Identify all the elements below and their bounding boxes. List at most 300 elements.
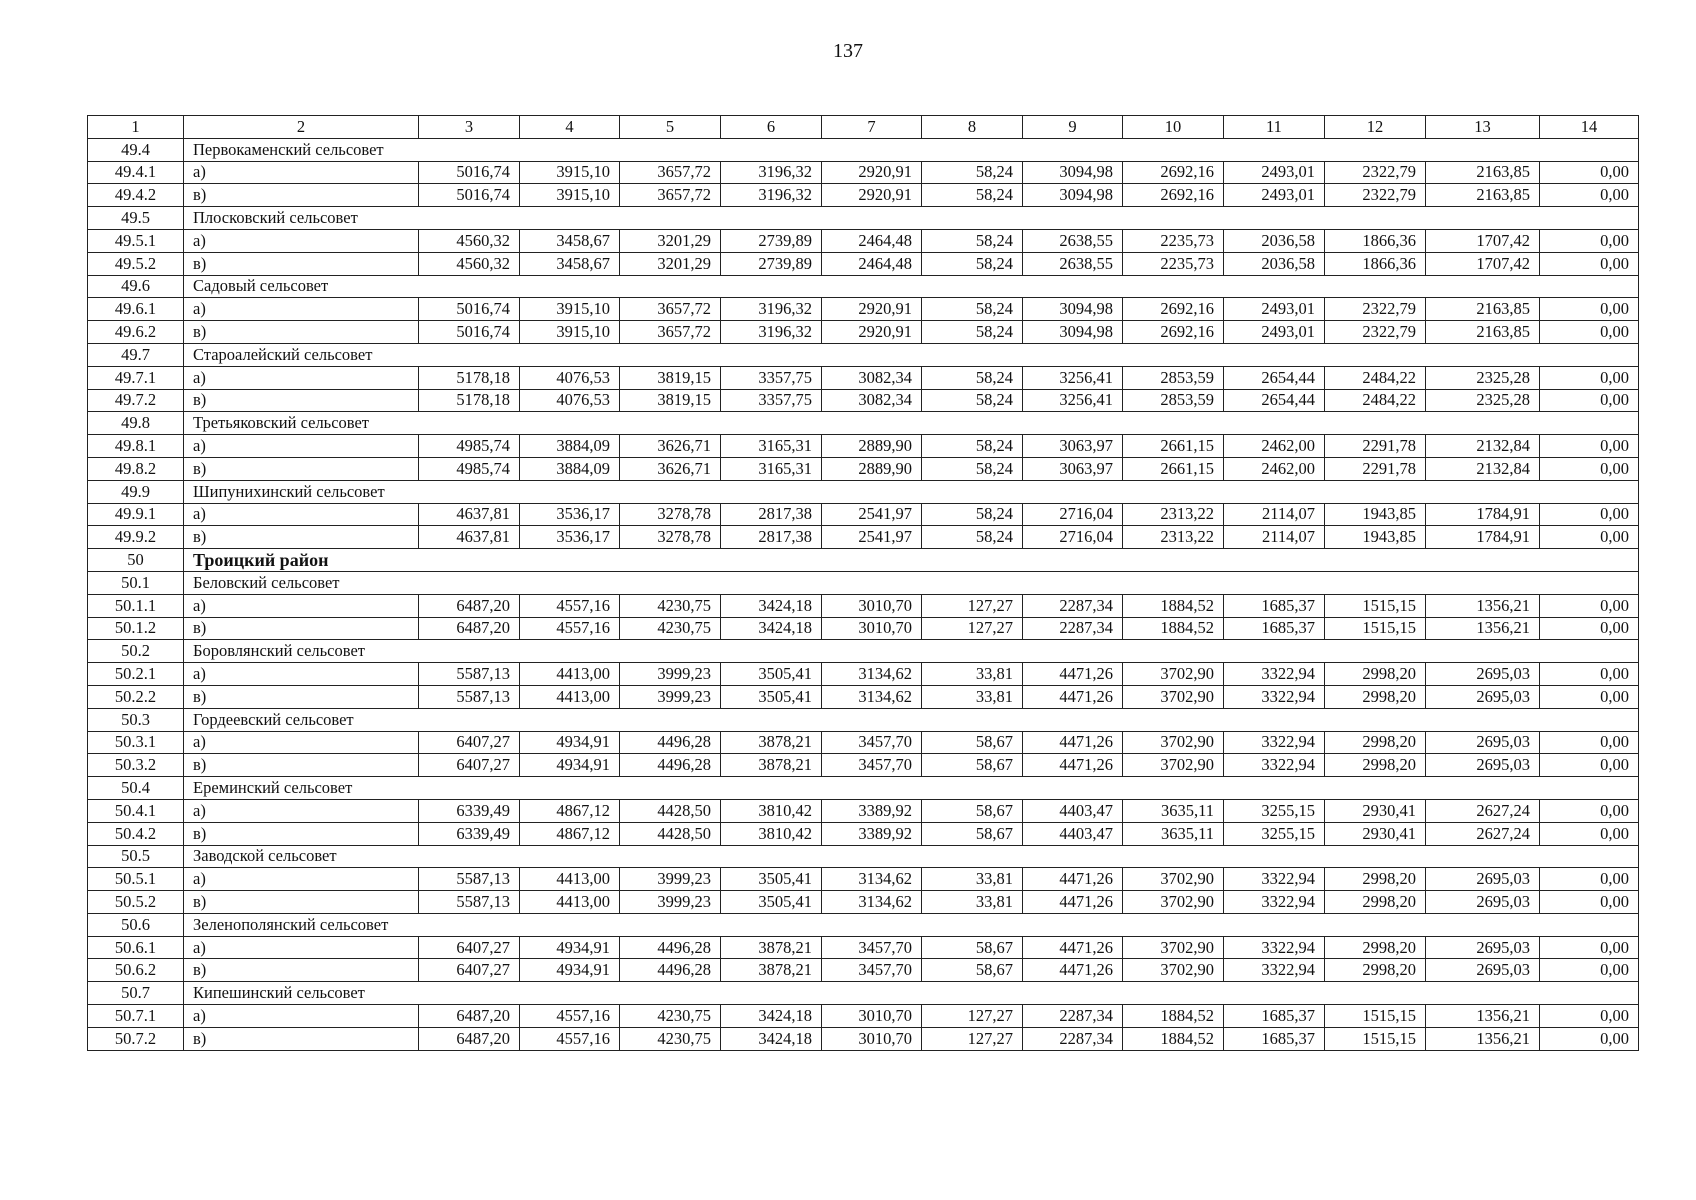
value-cell: 0,00	[1540, 754, 1639, 777]
value-cell: 58,24	[922, 503, 1023, 526]
section-title: Третьяковский сельсовет	[184, 412, 1639, 435]
value-cell: 58,24	[922, 252, 1023, 275]
table-row	[88, 799, 1639, 822]
value-cell: 3819,15	[620, 366, 721, 389]
column-header: 6	[721, 116, 822, 139]
value-cell: 2638,55	[1023, 252, 1123, 275]
row-label: а)	[184, 936, 419, 959]
value-cell: 2716,04	[1023, 503, 1123, 526]
column-header: 13	[1426, 116, 1540, 139]
value-cell: 2322,79	[1325, 298, 1426, 321]
value-cell: 3424,18	[721, 1027, 822, 1050]
section-number: 50.2	[88, 640, 184, 663]
section-header-row	[88, 845, 1639, 868]
value-cell: 2920,91	[822, 321, 922, 344]
value-cell: 3878,21	[721, 936, 822, 959]
value-cell: 2325,28	[1426, 389, 1540, 412]
value-cell: 3322,94	[1224, 685, 1325, 708]
row-number: 50.7.1	[88, 1005, 184, 1028]
value-cell: 5587,13	[419, 663, 520, 686]
table-row	[88, 252, 1639, 275]
value-cell: 4557,16	[520, 1027, 620, 1050]
value-cell: 2695,03	[1426, 891, 1540, 914]
row-number: 49.7.2	[88, 389, 184, 412]
row-label: в)	[184, 891, 419, 914]
table-row	[88, 685, 1639, 708]
value-cell: 1356,21	[1426, 1027, 1540, 1050]
value-cell: 2739,89	[721, 252, 822, 275]
value-cell: 58,67	[922, 822, 1023, 845]
row-number: 49.6.2	[88, 321, 184, 344]
value-cell: 3010,70	[822, 617, 922, 640]
row-label: в)	[184, 959, 419, 982]
value-cell: 2998,20	[1325, 685, 1426, 708]
value-cell: 3657,72	[620, 298, 721, 321]
value-cell: 2325,28	[1426, 366, 1540, 389]
value-cell: 3322,94	[1224, 663, 1325, 686]
section-title: Заводской сельсовет	[184, 845, 1639, 868]
value-cell: 4076,53	[520, 366, 620, 389]
value-cell: 2817,38	[721, 503, 822, 526]
value-cell: 3424,18	[721, 594, 822, 617]
value-cell: 6407,27	[419, 754, 520, 777]
value-cell: 4557,16	[520, 617, 620, 640]
value-cell: 1784,91	[1426, 526, 1540, 549]
row-number: 50.5.1	[88, 868, 184, 891]
value-cell: 58,67	[922, 731, 1023, 754]
value-cell: 2036,58	[1224, 229, 1325, 252]
value-cell: 5587,13	[419, 891, 520, 914]
value-cell: 1707,42	[1426, 229, 1540, 252]
value-cell: 4471,26	[1023, 936, 1123, 959]
section-title: Гордеевский сельсовет	[184, 708, 1639, 731]
value-cell: 1884,52	[1123, 1005, 1224, 1028]
value-cell: 6339,49	[419, 822, 520, 845]
value-cell: 1515,15	[1325, 594, 1426, 617]
value-cell: 2163,85	[1426, 161, 1540, 184]
row-label: а)	[184, 503, 419, 526]
value-cell: 5178,18	[419, 366, 520, 389]
table-row	[88, 891, 1639, 914]
value-cell: 0,00	[1540, 663, 1639, 686]
value-cell: 33,81	[922, 663, 1023, 686]
value-cell: 0,00	[1540, 252, 1639, 275]
value-cell: 4560,32	[419, 229, 520, 252]
value-cell: 2627,24	[1426, 799, 1540, 822]
value-cell: 3322,94	[1224, 891, 1325, 914]
column-header: 14	[1540, 116, 1639, 139]
row-label: в)	[184, 252, 419, 275]
row-label: в)	[184, 1027, 419, 1050]
value-cell: 127,27	[922, 617, 1023, 640]
value-cell: 3063,97	[1023, 435, 1123, 458]
value-cell: 2313,22	[1123, 526, 1224, 549]
row-label: а)	[184, 229, 419, 252]
value-cell: 127,27	[922, 594, 1023, 617]
value-cell: 3322,94	[1224, 936, 1325, 959]
value-cell: 1356,21	[1426, 617, 1540, 640]
row-number: 50.2.1	[88, 663, 184, 686]
section-number: 49.5	[88, 207, 184, 230]
value-cell: 6487,20	[419, 594, 520, 617]
value-cell: 3999,23	[620, 685, 721, 708]
section-header-row	[88, 777, 1639, 800]
value-cell: 2541,97	[822, 526, 922, 549]
column-header: 9	[1023, 116, 1123, 139]
value-cell: 3134,62	[822, 868, 922, 891]
section-number: 49.8	[88, 412, 184, 435]
value-cell: 1685,37	[1224, 1027, 1325, 1050]
value-cell: 2998,20	[1325, 731, 1426, 754]
value-cell: 4496,28	[620, 731, 721, 754]
value-cell: 4637,81	[419, 526, 520, 549]
value-cell: 3389,92	[822, 822, 922, 845]
section-header-row	[88, 207, 1639, 230]
value-cell: 3082,34	[822, 366, 922, 389]
row-label: в)	[184, 754, 419, 777]
value-cell: 2654,44	[1224, 389, 1325, 412]
value-cell: 2313,22	[1123, 503, 1224, 526]
value-cell: 2998,20	[1325, 868, 1426, 891]
value-cell: 3389,92	[822, 799, 922, 822]
table-row	[88, 526, 1639, 549]
value-cell: 2695,03	[1426, 868, 1540, 891]
section-number: 50.3	[88, 708, 184, 731]
row-label: в)	[184, 389, 419, 412]
value-cell: 2322,79	[1325, 161, 1426, 184]
value-cell: 3256,41	[1023, 366, 1123, 389]
value-cell: 4496,28	[620, 936, 721, 959]
value-cell: 4413,00	[520, 663, 620, 686]
value-cell: 4471,26	[1023, 959, 1123, 982]
value-cell: 2541,97	[822, 503, 922, 526]
section-header-row	[88, 982, 1639, 1005]
value-cell: 2920,91	[822, 298, 922, 321]
value-cell: 3626,71	[620, 457, 721, 480]
value-cell: 3255,15	[1224, 822, 1325, 845]
value-cell: 2322,79	[1325, 321, 1426, 344]
value-cell: 3999,23	[620, 868, 721, 891]
district-header-row	[88, 549, 1639, 572]
value-cell: 1866,36	[1325, 252, 1426, 275]
row-number: 50.1.1	[88, 594, 184, 617]
row-number: 50.3.1	[88, 731, 184, 754]
value-cell: 127,27	[922, 1005, 1023, 1028]
value-cell: 5587,13	[419, 685, 520, 708]
value-cell: 3010,70	[822, 594, 922, 617]
table-row	[88, 959, 1639, 982]
value-cell: 1707,42	[1426, 252, 1540, 275]
column-header: 11	[1224, 116, 1325, 139]
row-label: а)	[184, 435, 419, 458]
row-label: а)	[184, 1005, 419, 1028]
value-cell: 2661,15	[1123, 457, 1224, 480]
value-cell: 58,67	[922, 799, 1023, 822]
value-cell: 4867,12	[520, 822, 620, 845]
row-number: 50.2.2	[88, 685, 184, 708]
table-row	[88, 435, 1639, 458]
value-cell: 2692,16	[1123, 184, 1224, 207]
value-cell: 3196,32	[721, 184, 822, 207]
row-number: 49.4.2	[88, 184, 184, 207]
value-cell: 5178,18	[419, 389, 520, 412]
district-title: Троицкий район	[184, 549, 1639, 572]
column-header: 5	[620, 116, 721, 139]
value-cell: 2036,58	[1224, 252, 1325, 275]
table-row	[88, 457, 1639, 480]
section-title: Садовый сельсовет	[184, 275, 1639, 298]
value-cell: 2661,15	[1123, 435, 1224, 458]
value-cell: 4934,91	[520, 754, 620, 777]
table-row	[88, 503, 1639, 526]
value-cell: 3196,32	[721, 161, 822, 184]
value-cell: 3082,34	[822, 389, 922, 412]
value-cell: 3657,72	[620, 321, 721, 344]
value-cell: 3322,94	[1224, 959, 1325, 982]
value-cell: 3626,71	[620, 435, 721, 458]
value-cell: 3884,09	[520, 435, 620, 458]
value-cell: 2638,55	[1023, 229, 1123, 252]
value-cell: 2998,20	[1325, 891, 1426, 914]
value-cell: 3010,70	[822, 1027, 922, 1050]
column-header: 4	[520, 116, 620, 139]
value-cell: 4496,28	[620, 959, 721, 982]
value-cell: 0,00	[1540, 503, 1639, 526]
value-cell: 3915,10	[520, 298, 620, 321]
value-cell: 3322,94	[1224, 754, 1325, 777]
section-number: 50	[88, 549, 184, 572]
value-cell: 58,24	[922, 184, 1023, 207]
section-header-row	[88, 571, 1639, 594]
value-cell: 3134,62	[822, 891, 922, 914]
value-cell: 2692,16	[1123, 298, 1224, 321]
section-number: 50.5	[88, 845, 184, 868]
value-cell: 3010,70	[822, 1005, 922, 1028]
row-label: а)	[184, 366, 419, 389]
value-cell: 0,00	[1540, 161, 1639, 184]
row-number: 50.7.2	[88, 1027, 184, 1050]
value-cell: 3094,98	[1023, 298, 1123, 321]
value-cell: 2695,03	[1426, 936, 1540, 959]
row-number: 49.9.2	[88, 526, 184, 549]
value-cell: 58,24	[922, 389, 1023, 412]
value-cell: 1943,85	[1325, 526, 1426, 549]
value-cell: 2998,20	[1325, 754, 1426, 777]
value-cell: 3702,90	[1123, 959, 1224, 982]
value-cell: 4471,26	[1023, 663, 1123, 686]
value-cell: 3536,17	[520, 503, 620, 526]
value-cell: 2291,78	[1325, 457, 1426, 480]
column-header: 10	[1123, 116, 1224, 139]
row-number: 49.8.1	[88, 435, 184, 458]
section-header-row	[88, 913, 1639, 936]
column-header: 7	[822, 116, 922, 139]
section-number: 50.7	[88, 982, 184, 1005]
value-cell: 4557,16	[520, 594, 620, 617]
value-cell: 2464,48	[822, 229, 922, 252]
row-label: в)	[184, 321, 419, 344]
row-label: а)	[184, 161, 419, 184]
section-title: Ереминский сельсовет	[184, 777, 1639, 800]
value-cell: 6339,49	[419, 799, 520, 822]
value-cell: 4496,28	[620, 754, 721, 777]
value-cell: 1866,36	[1325, 229, 1426, 252]
section-header-row	[88, 480, 1639, 503]
column-header: 2	[184, 116, 419, 139]
row-label: в)	[184, 184, 419, 207]
value-cell: 4637,81	[419, 503, 520, 526]
value-cell: 2291,78	[1325, 435, 1426, 458]
value-cell: 2853,59	[1123, 366, 1224, 389]
value-cell: 0,00	[1540, 822, 1639, 845]
value-cell: 2493,01	[1224, 321, 1325, 344]
value-cell: 5016,74	[419, 184, 520, 207]
tariff-table	[87, 115, 1639, 1051]
value-cell: 58,24	[922, 161, 1023, 184]
value-cell: 3457,70	[822, 731, 922, 754]
value-cell: 127,27	[922, 1027, 1023, 1050]
column-header: 8	[922, 116, 1023, 139]
value-cell: 3878,21	[721, 754, 822, 777]
section-title: Плосковский сельсовет	[184, 207, 1639, 230]
value-cell: 2716,04	[1023, 526, 1123, 549]
section-title: Кипешинский сельсовет	[184, 982, 1639, 1005]
row-number: 49.7.1	[88, 366, 184, 389]
section-header-row	[88, 412, 1639, 435]
section-number: 50.4	[88, 777, 184, 800]
value-cell: 2627,24	[1426, 822, 1540, 845]
value-cell: 6487,20	[419, 1005, 520, 1028]
value-cell: 3322,94	[1224, 731, 1325, 754]
value-cell: 2484,22	[1325, 389, 1426, 412]
value-cell: 5016,74	[419, 161, 520, 184]
value-cell: 3702,90	[1123, 936, 1224, 959]
value-cell: 3635,11	[1123, 799, 1224, 822]
value-cell: 3635,11	[1123, 822, 1224, 845]
row-label: в)	[184, 457, 419, 480]
value-cell: 6407,27	[419, 731, 520, 754]
value-cell: 2493,01	[1224, 161, 1325, 184]
value-cell: 2692,16	[1123, 161, 1224, 184]
value-cell: 3278,78	[620, 526, 721, 549]
value-cell: 58,67	[922, 754, 1023, 777]
value-cell: 2998,20	[1325, 663, 1426, 686]
table-row	[88, 754, 1639, 777]
table-row	[88, 1027, 1639, 1050]
value-cell: 2695,03	[1426, 685, 1540, 708]
value-cell: 3536,17	[520, 526, 620, 549]
value-cell: 3201,29	[620, 229, 721, 252]
row-number: 50.6.1	[88, 936, 184, 959]
value-cell: 2462,00	[1224, 457, 1325, 480]
value-cell: 2853,59	[1123, 389, 1224, 412]
row-label: а)	[184, 731, 419, 754]
row-number: 49.9.1	[88, 503, 184, 526]
value-cell: 3657,72	[620, 161, 721, 184]
row-label: в)	[184, 617, 419, 640]
value-cell: 3505,41	[721, 663, 822, 686]
value-cell: 0,00	[1540, 435, 1639, 458]
value-cell: 1685,37	[1224, 617, 1325, 640]
value-cell: 0,00	[1540, 457, 1639, 480]
value-cell: 2163,85	[1426, 321, 1540, 344]
value-cell: 6487,20	[419, 617, 520, 640]
value-cell: 0,00	[1540, 229, 1639, 252]
value-cell: 3256,41	[1023, 389, 1123, 412]
value-cell: 3999,23	[620, 663, 721, 686]
table-row	[88, 617, 1639, 640]
table-row	[88, 663, 1639, 686]
value-cell: 0,00	[1540, 685, 1639, 708]
row-number: 49.8.2	[88, 457, 184, 480]
value-cell: 4934,91	[520, 959, 620, 982]
value-cell: 58,67	[922, 959, 1023, 982]
value-cell: 3819,15	[620, 389, 721, 412]
value-cell: 58,24	[922, 321, 1023, 344]
value-cell: 4076,53	[520, 389, 620, 412]
table-row	[88, 389, 1639, 412]
value-cell: 3878,21	[721, 959, 822, 982]
value-cell: 3134,62	[822, 663, 922, 686]
value-cell: 2114,07	[1224, 503, 1325, 526]
row-number: 49.5.1	[88, 229, 184, 252]
value-cell: 4471,26	[1023, 891, 1123, 914]
value-cell: 2695,03	[1426, 754, 1540, 777]
value-cell: 2654,44	[1224, 366, 1325, 389]
column-header: 1	[88, 116, 184, 139]
section-number: 49.4	[88, 138, 184, 161]
value-cell: 4934,91	[520, 731, 620, 754]
value-cell: 6487,20	[419, 1027, 520, 1050]
value-cell: 4413,00	[520, 685, 620, 708]
value-cell: 0,00	[1540, 731, 1639, 754]
value-cell: 2692,16	[1123, 321, 1224, 344]
section-number: 49.7	[88, 343, 184, 366]
value-cell: 4560,32	[419, 252, 520, 275]
value-cell: 4230,75	[620, 1005, 721, 1028]
value-cell: 0,00	[1540, 184, 1639, 207]
value-cell: 2287,34	[1023, 1005, 1123, 1028]
value-cell: 2287,34	[1023, 617, 1123, 640]
value-cell: 4471,26	[1023, 868, 1123, 891]
value-cell: 4985,74	[419, 435, 520, 458]
value-cell: 3884,09	[520, 457, 620, 480]
value-cell: 2493,01	[1224, 184, 1325, 207]
value-cell: 0,00	[1540, 959, 1639, 982]
value-cell: 1784,91	[1426, 503, 1540, 526]
value-cell: 2163,85	[1426, 184, 1540, 207]
row-number: 50.6.2	[88, 959, 184, 982]
value-cell: 2930,41	[1325, 799, 1426, 822]
value-cell: 1685,37	[1224, 1005, 1325, 1028]
row-number: 50.4.1	[88, 799, 184, 822]
section-number: 50.1	[88, 571, 184, 594]
table-row	[88, 366, 1639, 389]
section-header-row	[88, 708, 1639, 731]
value-cell: 3196,32	[721, 321, 822, 344]
value-cell: 1515,15	[1325, 617, 1426, 640]
row-number: 50.1.2	[88, 617, 184, 640]
value-cell: 58,67	[922, 936, 1023, 959]
value-cell: 0,00	[1540, 1005, 1639, 1028]
row-label: а)	[184, 663, 419, 686]
value-cell: 5016,74	[419, 298, 520, 321]
value-cell: 3063,97	[1023, 457, 1123, 480]
value-cell: 0,00	[1540, 936, 1639, 959]
value-cell: 3657,72	[620, 184, 721, 207]
row-label: а)	[184, 594, 419, 617]
value-cell: 0,00	[1540, 799, 1639, 822]
